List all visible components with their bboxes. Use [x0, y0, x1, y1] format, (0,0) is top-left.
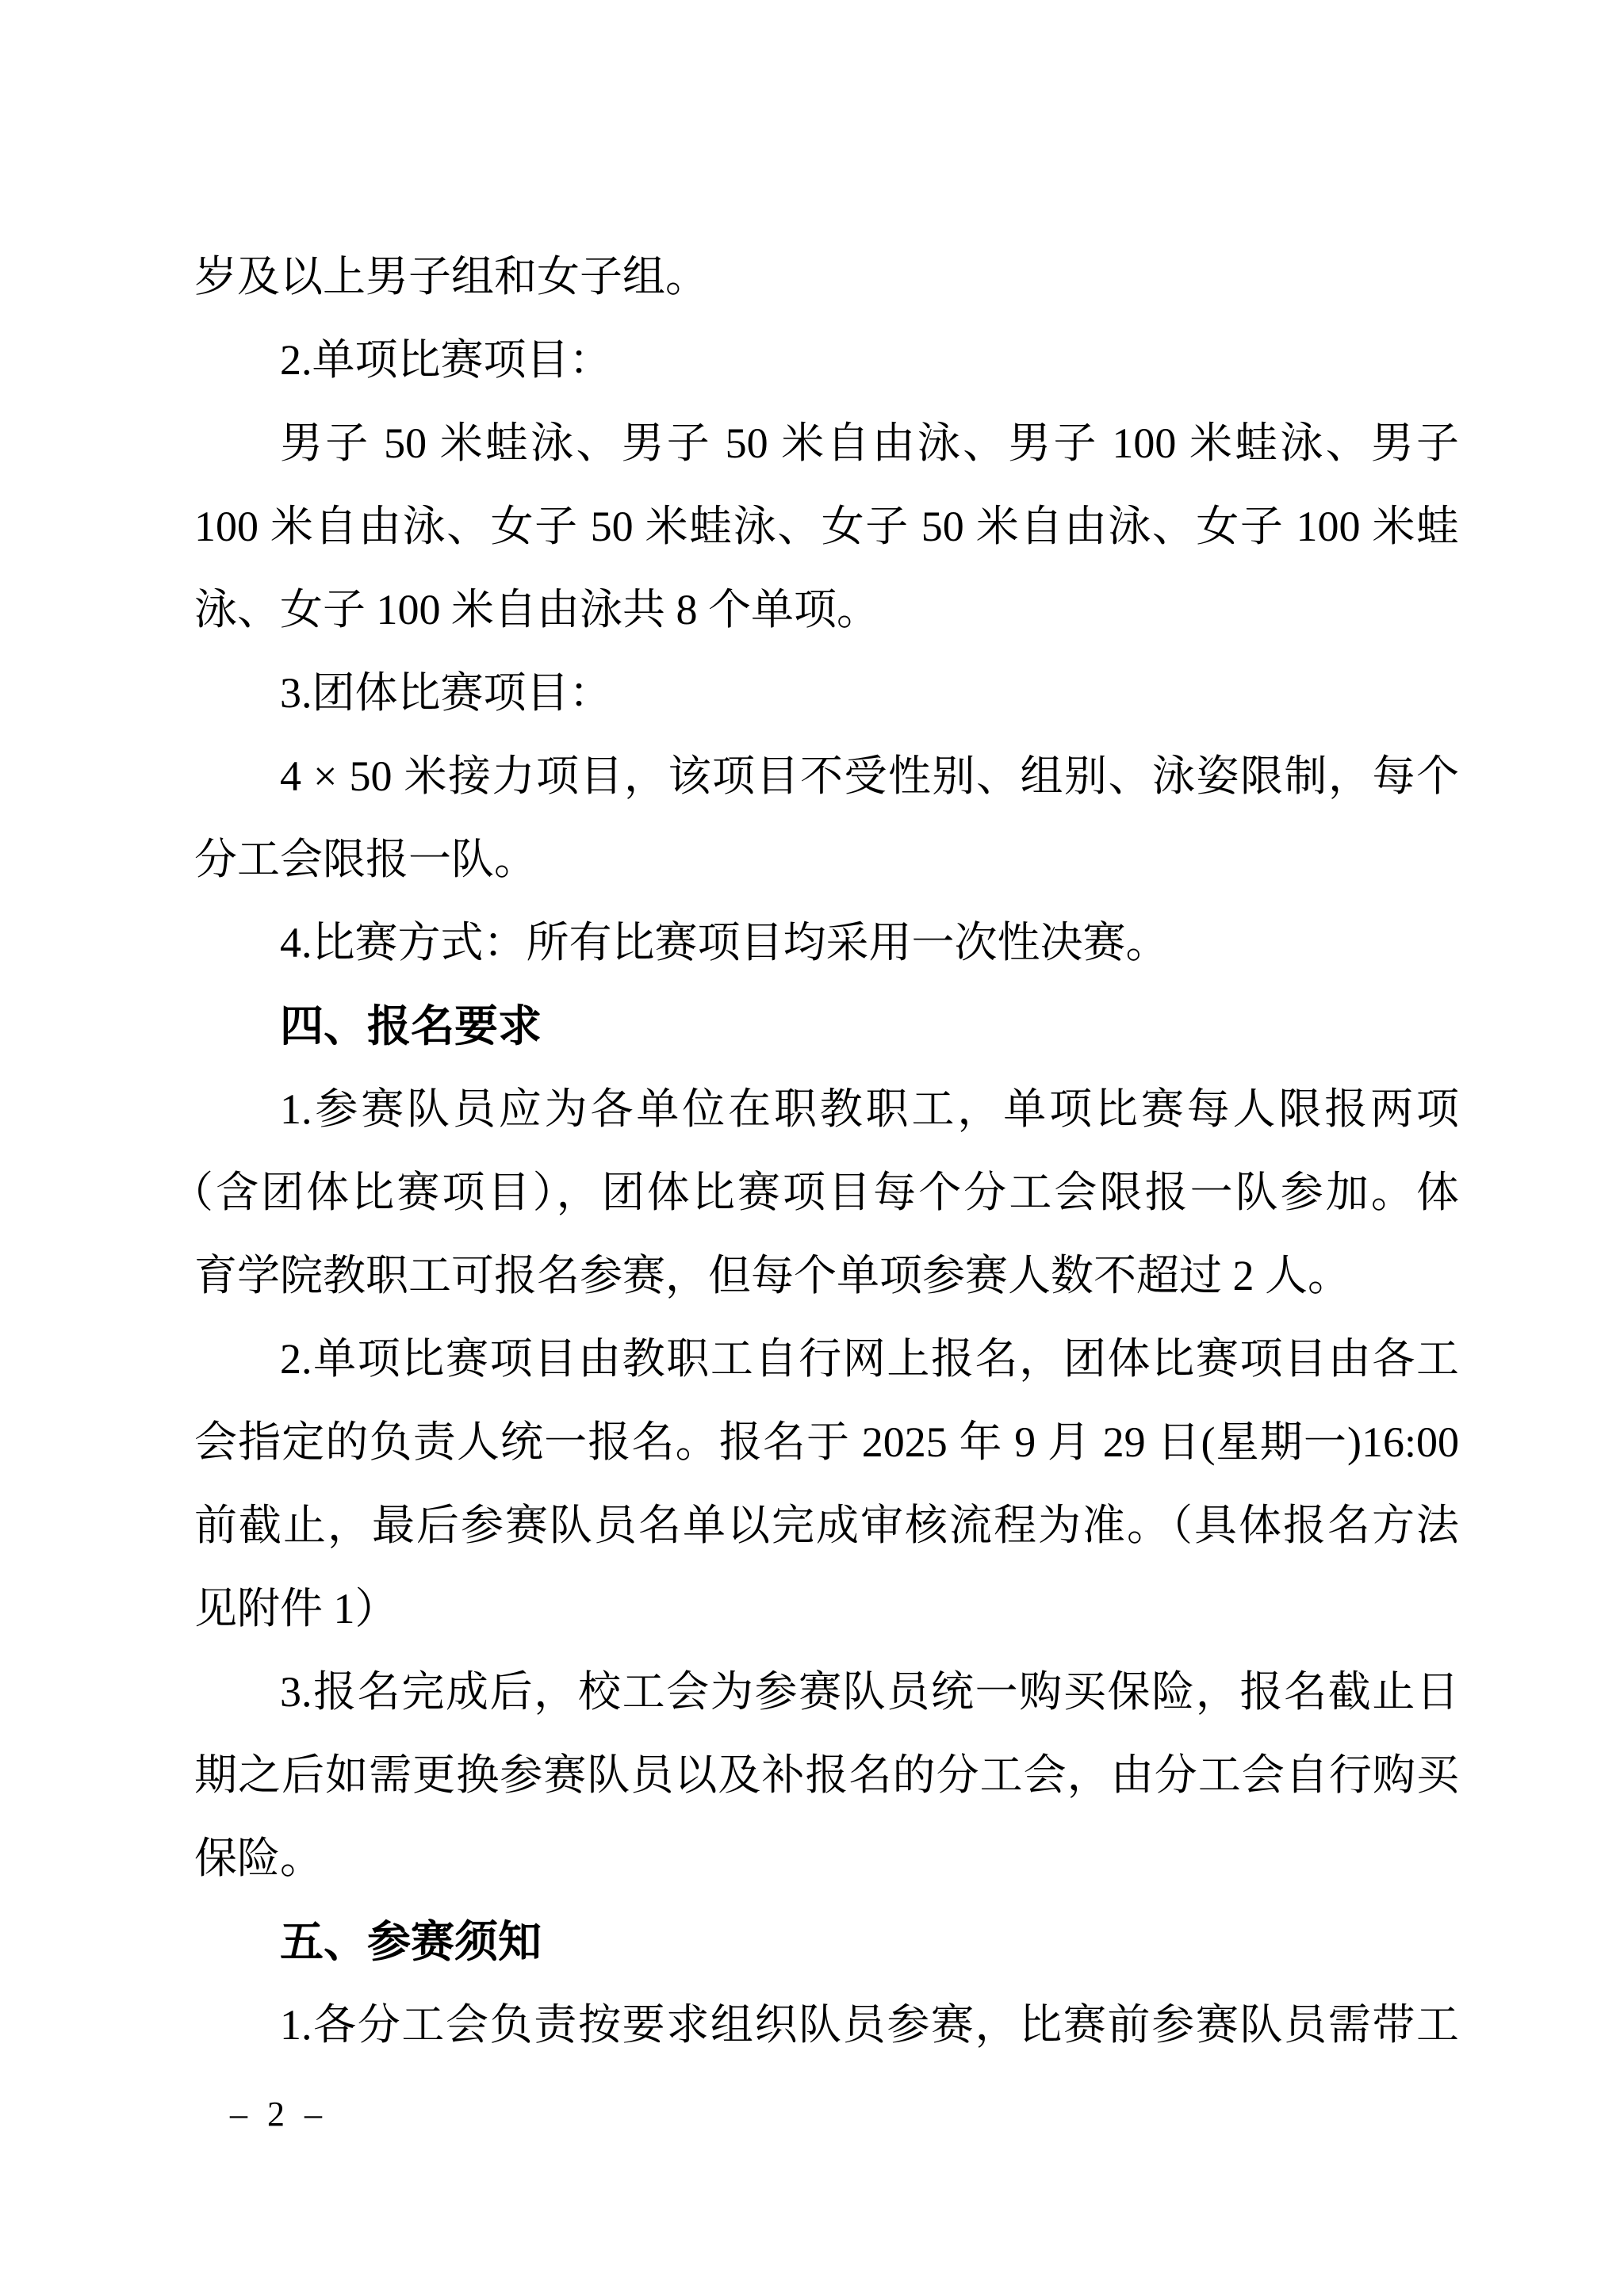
text-line: 2.单项比赛项目： [280, 336, 612, 384]
text-line: 4.比赛方式：所有比赛项目均采用一次性决赛。 [280, 919, 1169, 966]
text-line: 会指定的负责人统一报名。报名于 2025 年 9 月 29 日(星期一)16:00 [194, 1418, 1459, 1466]
text-line: 3.团体比赛项目： [280, 669, 612, 717]
text-line: 保险。 [194, 1835, 323, 1882]
text-line: 2.单项比赛项目由教职工自行网上报名，团体比赛项目由各工 [280, 1335, 1459, 1383]
text-line: 1.参赛队员应为各单位在职教职工，单项比赛每人限报两项 [280, 1085, 1459, 1133]
page-number: – 2 – [230, 2095, 327, 2133]
document-body [170, 235, 1459, 2067]
text-line: 100 米自由泳、女子 50 米蛙泳、女子 50 米自由泳、女子 100 米蛙 [194, 503, 1459, 550]
text-line: 前截止，最后参赛队员名单以完成审核流程为准。（具体报名方法 [194, 1502, 1459, 1549]
text-line: 男子 50 米蛙泳、男子 50 米自由泳、男子 100 米蛙泳、男子 [280, 419, 1459, 467]
text-line: 育学院教职工可报名参赛，但每个单项参赛人数不超过 2 人。 [194, 1252, 1350, 1299]
text-line: 4 × 50 米接力项目，该项目不受性别、组别、泳姿限制，每个 [280, 752, 1459, 800]
text-line: 分工会限报一队。 [194, 836, 537, 883]
text-line: 岁及以上男子组和女子组。 [194, 253, 708, 300]
section-heading: 四、报名要求 [280, 1001, 542, 1050]
text-line: 1.各分工会负责按要求组织队员参赛，比赛前参赛队员需带工 [280, 2001, 1459, 2049]
text-line: 期之后如需更换参赛队员以及补报名的分工会，由分工会自行购买 [194, 1751, 1459, 1799]
text-line: 泳、女子 100 米自由泳共 8 个单项。 [194, 586, 879, 633]
text-line: 3.报名完成后，校工会为参赛队员统一购买保险，报名截止日 [280, 1668, 1459, 1716]
text-line: （含团体比赛项目），团体比赛项目每个分工会限报一队参加。体 [170, 1169, 1459, 1216]
section-heading: 五、参赛须知 [280, 1917, 542, 1966]
text-line: 见附件 1） [194, 1585, 398, 1632]
